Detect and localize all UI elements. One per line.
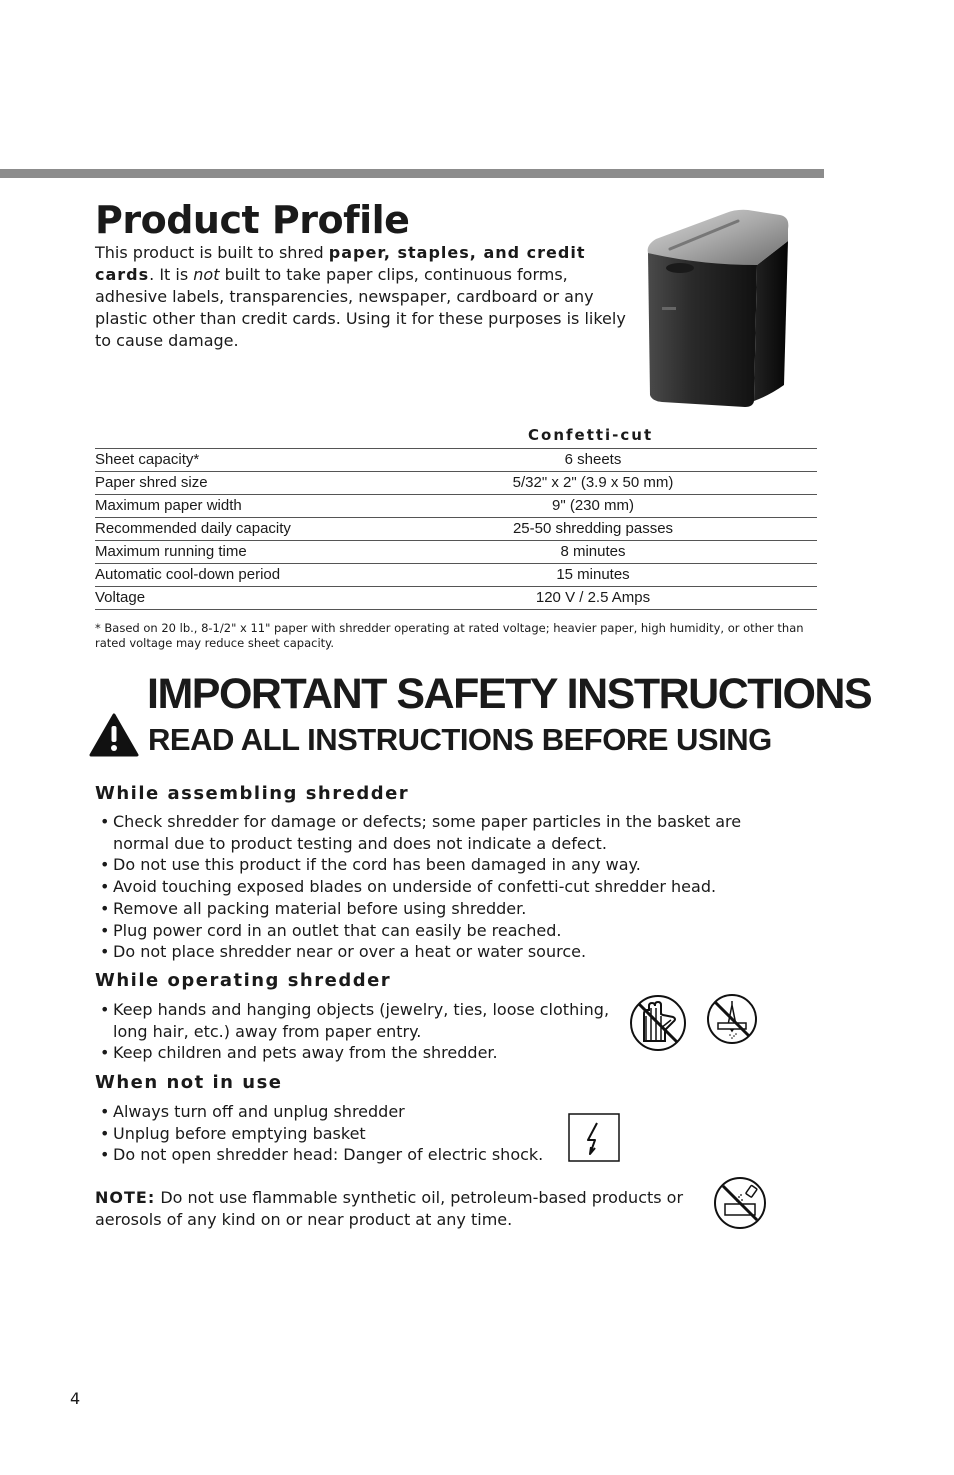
table-row: Voltage 120 V / 2.5 Amps [95,587,817,610]
table-row: Automatic cool-down period 15 minutes [95,564,817,587]
section-heading-operating: While operating shredder [95,970,392,991]
safety-title: IMPORTANT SAFETY INSTRUCTIONS [147,670,872,718]
list-item: • Do not use this product if the cord has been damaged in any way. [98,854,768,876]
list-item: • Avoid touching exposed blades on underside of confetti-cut shredder head. [98,876,768,898]
table-row: Recommended daily capacity 25-50 shredding passes [95,518,817,541]
spec-column-header: Confetti-cut [95,424,817,449]
no-tie-icon [704,993,760,1045]
list-item: • Do not place shredder near or over a heat or water source. [98,941,768,963]
table-row: Maximum running time 8 minutes [95,541,817,564]
table-row: Sheet capacity* 6 sheets [95,449,817,472]
assembling-list [98,811,768,963]
note-text: NOTE: Do not use flammable synthetic oil, petroleum-based products or aerosols of any kind on or near product at any time. [95,1188,684,1229]
list-item: • Keep hands and hanging objects (jewelry, ties, loose clothing, long hair, etc.) away from paper entry. [98,999,623,1042]
section-heading-not-in-use: When not in use [95,1072,283,1093]
list-item: • Keep children and pets away from the shredder. [98,1042,623,1064]
list-item: • Plug power cord in an outlet that can easily be reached. [98,920,768,942]
operating-list [98,999,623,1064]
table-row: Maximum paper width 9" (230 mm) [95,495,817,518]
electric-shock-icon [568,1113,620,1162]
table-row: Paper shred size 5/32" x 2" (3.9 x 50 mm) [95,472,817,495]
not-in-use-list [98,1101,568,1166]
warning-triangle-icon [89,713,139,757]
list-item: • Do not open shredder head: Danger of electric shock. [98,1144,568,1166]
list-item: • Always turn off and unplug shredder [98,1101,568,1123]
page-number: 4 [70,1389,81,1408]
safety-subtitle: READ ALL INSTRUCTIONS BEFORE USING [148,722,772,757]
specification-table [95,424,817,610]
list-item: • Remove all packing material before using shredder. [98,898,768,920]
no-aerosol-icon [712,1176,768,1230]
product-intro: This product is built to shred paper, staples, and credit cards. It is not built to take paper clips, continuous forms, adhesive labels, transparencies, newspaper, cardboard or any plastic other than credit cards. Using it for these purposes is likely to cause damage. [95,243,626,350]
list-item: • Check shredder for damage or defects; some paper particles in the basket are normal due to product testing and does not indicate a defect. [98,811,768,854]
page-title: Product Profile [95,198,410,242]
spec-footnote: * Based on 20 lb., 8-1/2" x 11" paper with shredder operating at rated voltage; heavier paper, high humidity, or other than rated voltage may reduce sheet capacity. [95,621,804,650]
shredder-product-image [640,205,800,410]
header-rule [0,169,824,178]
no-hands-icon [629,994,687,1052]
list-item: • Unplug before emptying basket [98,1123,568,1145]
section-heading-assembling: While assembling shredder [95,783,410,804]
